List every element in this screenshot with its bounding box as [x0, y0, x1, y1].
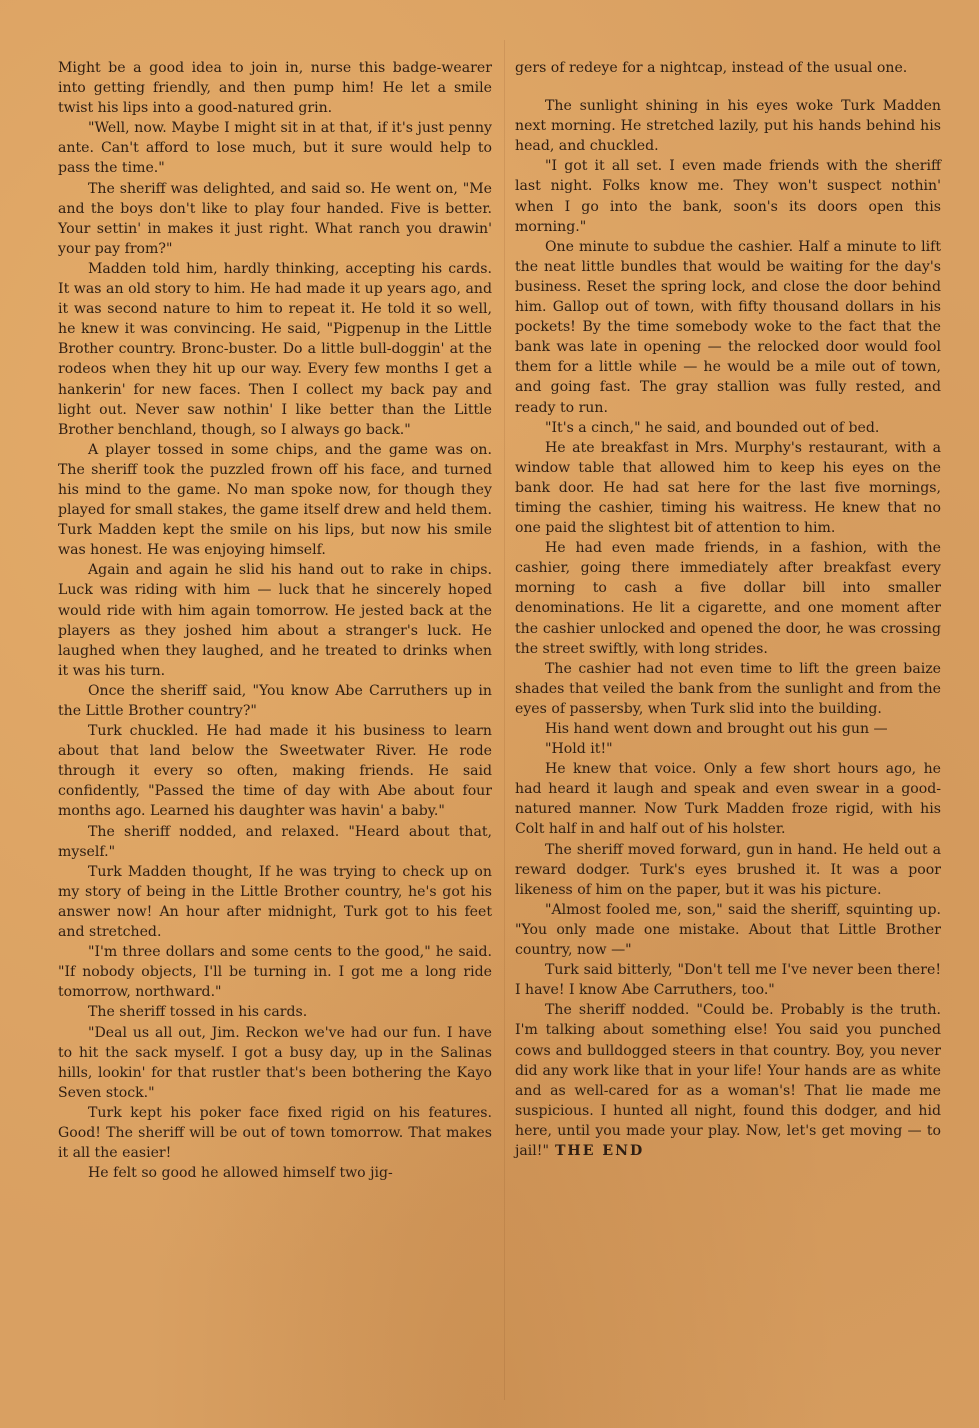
paragraph: "I'm three dollars and some cents to the good," he said. "If nobody objects, I'll be turning in. I got me a long ride tomorrow, northward.": [58, 944, 492, 1001]
paragraph: Once the sheriff said, "You know Abe Carruthers up in the Little Brother country?": [58, 682, 492, 719]
paragraph: The sheriff tossed in his cards.: [88, 1004, 308, 1021]
paragraph: Again and again he slid his hand out to rake in chips. Luck was riding with him — luck that he sincerely hoped would ride with him again tomorrow. He jested back at the players as they joshed him about a stranger's luck. He laughed when they laughed, and he treated to drinks when it was his turn.: [58, 562, 492, 679]
paragraph: gers of redeye for a nightcap, instead of the usual one.: [515, 60, 908, 76]
paragraph: One minute to subdue the cashier. Half a minute to lift the neat little bundles that would be waiting for the day's business. Reset the spring lock, and close the door behind him. Gallop out of town, with fifty thousand dollars in his pockets! By the time somebody woke to the fact that the bank was late in opening — the relocked door would fool them for a little while — he would be a mile out of town, and going fast. The gray stallion was fully rested, and ready to run.: [515, 238, 941, 416]
paragraph: A player tossed in some chips, and the game was on. The sheriff took the puzzled frown off his face, and turned his mind to the game. No man spoke now, for though they played for small stakes, the game itself drew and held them. Turk Madden kept the smile on his lips, but now his smile was honest. He was enjoying himself.: [58, 441, 492, 559]
paragraph: Turk said bitterly, "Don't tell me I've never been there! I have! I know Abe Carruthers, too.": [515, 962, 941, 999]
paragraph: He felt so good he allowed himself two jig-: [88, 1165, 393, 1182]
paragraph: He had even made friends, in a fashion, with the cashier, going there immediately after breakfast every morning to cash a five dollar bill into smaller denominations. He lit a cigarette, and one moment after the cashier unlocked and opened the door, he was crossing the street swiftly, with long strides.: [515, 540, 941, 657]
final-paragraph-text: The sheriff nodded. "Could be. Probably is the truth. I'm talking about something else! You said you punched cows and bulldogged steers in that country. Boy, you never did any work like that in your life! Your hands are as white and as well-cared for as a woman's! That lie made me suspicious. I hunted all night, found this dodger, and hid here, until you made your play. Now, let's get moving — to jail!": [515, 1002, 941, 1159]
the-end-label: THE END: [554, 1142, 645, 1159]
paragraph: His hand went down and brought out his gun —: [545, 721, 888, 737]
paragraph: The cashier had not even time to lift the green baize shades that veiled the bank from the sunlight and from the eyes of passersby, when Turk slid into the building.: [515, 660, 941, 717]
paragraph: The sunlight shining in his eyes woke Turk Madden next morning. He stretched lazily, put his hands behind his head, and chuckled.: [515, 98, 941, 155]
final-paragraph: [515, 1000, 941, 1161]
right-column: [515, 58, 941, 1161]
paragraph: Turk Madden thought, If he was trying to check up on my story of being in the Little Brother country, he's got his answer now! An hour after midnight, Turk got to his feet and stretched.: [58, 863, 492, 941]
paragraph: The sheriff was delighted, and said so. He went on, "Me and the boys don't like to play four handed. Five is better. Your settin' in makes it just right. What ranch you drawin' your pay from?": [58, 180, 492, 257]
paragraph: Might be a good idea to join in, nurse this badge-wearer into getting friendly, and then pump him! He let a smile twist his lips into a good-natured grin.: [58, 60, 492, 117]
paragraph: He ate breakfast in Mrs. Murphy's restaurant, with a window table that allowed him to keep his eyes on the bank door. He had sat here for the last five mornings, timing the cashier, timing his waitress. He knew that no one paid the slightest bit of attention to him.: [515, 439, 941, 537]
paragraph: "Well, now. Maybe I might sit in at that, if it's just penny ante. Can't afford to lose much, but it sure would help to pass the time.": [58, 120, 492, 177]
paragraph: He knew that voice. Only a few short hours ago, he had heard it laugh and speak and even swear in a good-natured manner. Now Turk Madden froze rigid, with his Colt half in and half out of his holster.: [515, 761, 941, 838]
paragraph: Turk chuckled. He had made it his business to learn about that land below the Sweetwater River. He rode through it every so often, making friends. He said confidently, "Passed the time of day with Abe about four months ago. Learned his daughter was havin' a baby.": [58, 723, 492, 820]
paragraph: "I got it all set. I even made friends with the sheriff last night. Folks know me. They won't suspect nothin' when I go into the bank, soon's its doors open this morning.": [515, 158, 941, 235]
left-column: [58, 58, 492, 1183]
paragraph: Madden told him, hardly thinking, accepting his cards. It was an old story to him. He had made it up years ago, and it was second nature to him to repeat it. He told it so well, he knew it was convincing. He said, "Pigpenup in the Little Brother country. Bronc-buster. Do a little bull-doggin' at the rodeos when they hit up our way. Every few months I get a hankerin' for new faces. Then I collect my back pay and light out. Never saw nothin' I like better than the Little Brother benchland, though, so I always go back.": [58, 260, 492, 438]
paragraph: "Hold it!": [545, 741, 613, 758]
paragraph: The sheriff moved forward, gun in hand. He held out a reward dodger. Turk's eyes brushed it. It was a poor likeness of him on the paper, but it was his picture.: [515, 841, 941, 898]
paragraph: "It's a cinch," he said, and bounded out of bed.: [545, 419, 880, 436]
paragraph: "Deal us all out, Jim. Reckon we've had our fun. I have to hit the sack myself. I got a busy day, up in the Salinas hills, lookin' for that rustler that's been bothering the Kayo Seven stock.": [58, 1024, 492, 1101]
page-crease: [504, 40, 505, 1400]
paragraph: The sheriff nodded, and relaxed. "Heard about that, myself.": [58, 823, 492, 860]
paragraph: "Almost fooled me, son," said the sheriff, squinting up. "You only made one mistake. About that Little Brother country, now —": [515, 901, 941, 959]
paragraph: Turk kept his poker face fixed rigid on his features. Good! The sheriff will be out of town tomorrow. That makes it all the easier!: [58, 1104, 492, 1162]
